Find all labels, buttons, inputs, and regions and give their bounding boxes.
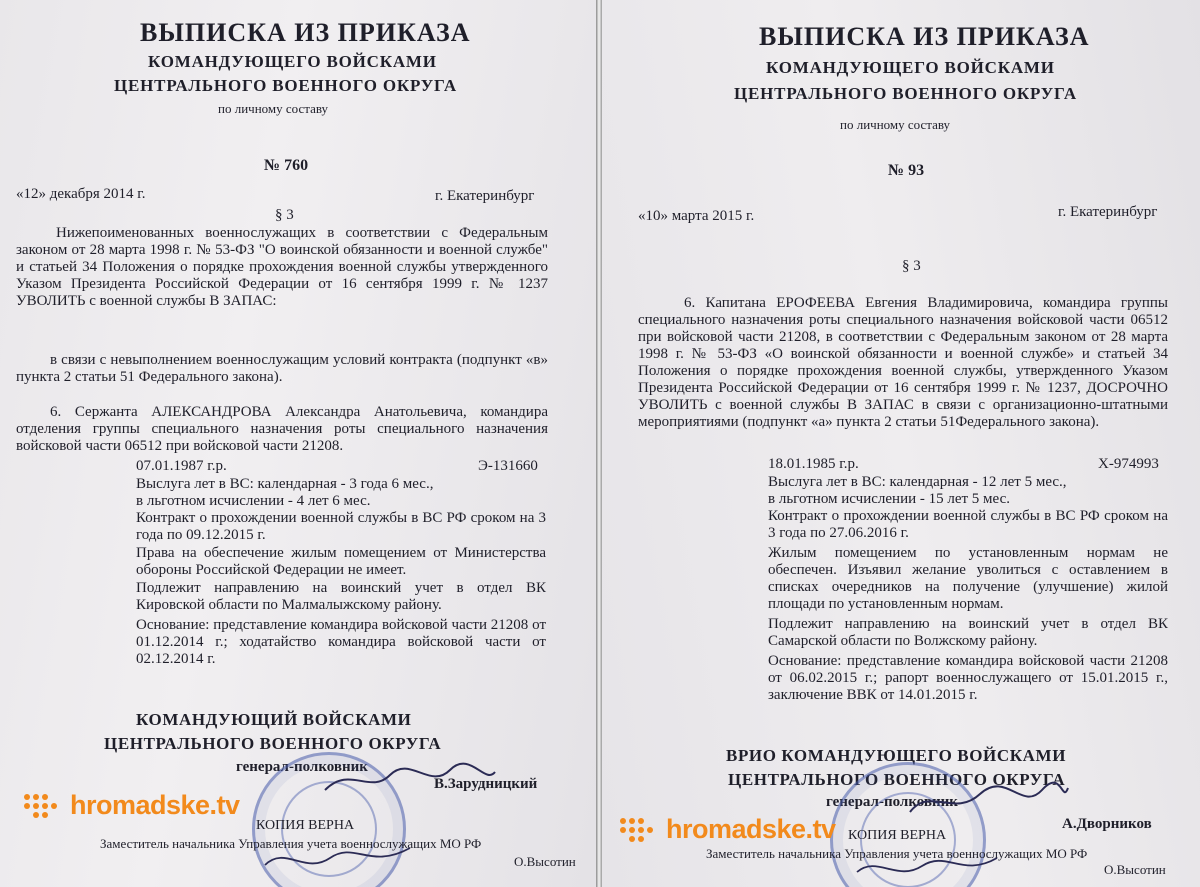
- basis-paragraph: Основание: представление командира войсковой части 21208 от 01.12.2014 г.; ходатайство командира войсковой части от 02.12.2014 г.: [136, 617, 546, 667]
- id-number: Э-131660: [478, 458, 538, 474]
- signature-rank: генерал-полковник: [236, 759, 368, 775]
- order-city: г. Екатеринбург: [1058, 204, 1158, 220]
- intro-paragraph: Нижепоименованных военнослужащих в соответствии с Федеральным законом от 28 марта 1998 г. № 53-ФЗ "О воинской обязанности и военной службе" и статьей 34 Положения о порядке прохождения военной службы утвержденного Указом Президента Российской Федерации от 16 сентября 1999 г. № 1237 УВОЛИТЬ с военной службы В ЗАПАС:: [16, 225, 548, 309]
- order-date: «12» декабря 2014 г.: [16, 186, 146, 202]
- handwritten-signature: [902, 778, 1072, 822]
- order-date: «10» марта 2015 г.: [638, 208, 755, 224]
- hromadske-logo-icon: [620, 818, 660, 842]
- person-paragraph: 6. Капитана ЕРОФЕЕВА Евгения Владимировича, командира группы специального назначения роты специального назначения войсковой части 06512 при войсковой части 21208, в соответствии с Федеральным законом от 28 марта 1998 г. № 53-ФЗ «О воинской обязанности и военной службе» и статьей 34 Положения о порядке прохождения военной службы, утвержденного Указом Президента Российской Федерации от 16 сентября 1999 г. № 1237, ДОСРОЧНО УВОЛИТЬ с военной службы В ЗАПАС в связи с организационно-штатными мероприятиями (подпункт «а» пункта 2 статьи 51Федерального закона).: [638, 295, 1168, 430]
- birth-date: 18.01.1985 г.р.: [768, 456, 859, 472]
- section-mark: § 3: [902, 258, 921, 274]
- order-city: г. Екатеринбург: [435, 188, 535, 204]
- service-length-1: Выслуга лет в ВС: календарная - 3 года 6 мес.,: [136, 476, 434, 492]
- id-number: Х-974993: [1098, 456, 1159, 472]
- reason-paragraph: в связи с невыполнением военнослужащим условий контракта (подпункт «в» пункта 2 статьи 51 Федерального закона).: [16, 352, 548, 385]
- service-length-1: Выслуга лет в ВС: календарная - 12 лет 5 мес.,: [768, 474, 1067, 490]
- doc-subtitle-2: ЦЕНТРАЛЬНОГО ВОЕННОГО ОКРУГА: [114, 76, 457, 95]
- signature-name: А.Дворников: [1062, 816, 1152, 832]
- registration-paragraph: Подлежит направлению на воинский учет в отдел ВК Кировской области по Малмалыжскому району.: [136, 580, 546, 613]
- person-paragraph: 6. Сержанта АЛЕКСАНДРОВА Александра Анатольевича, командира отделения группы специального назначения роты специального назначения войсковой части 06512 при войсковой части 21208.: [16, 404, 548, 454]
- service-length-2: в льготном исчислении - 4 лет 6 мес.: [136, 493, 371, 509]
- order-number: № 760: [264, 157, 309, 174]
- handwritten-signature: [320, 760, 500, 800]
- doc-subtitle-3: по личному составу: [218, 101, 329, 116]
- copy-verified: КОПИЯ ВЕРНА: [256, 818, 355, 833]
- signature-rank: генерал-полковник: [826, 794, 958, 810]
- document-page-left: [0, 0, 596, 887]
- deputy-title: Заместитель начальника Управления учета военнослужащих МО РФ: [706, 846, 1088, 861]
- section-mark: § 3: [275, 207, 294, 223]
- copy-signature: [260, 840, 420, 880]
- hromadske-logo-icon: [24, 794, 64, 818]
- hromadske-logo: [24, 790, 240, 821]
- copy-verified: КОПИЯ ВЕРНА: [848, 828, 947, 843]
- signature-title-2: ЦЕНТРАЛЬНОГО ВОЕННОГО ОКРУГА: [728, 770, 1066, 789]
- signature-title-2: ЦЕНТРАЛЬНОГО ВОЕННОГО ОКРУГА: [104, 734, 442, 753]
- registration-paragraph: Подлежит направлению на воинский учет в отдел ВК Самарской области по Волжскому району.: [768, 616, 1168, 649]
- signature-title-1: ВРИО КОМАНДУЮЩЕГО ВОЙСКАМИ: [726, 746, 1067, 765]
- deputy-name: О.Высотин: [1104, 862, 1166, 877]
- doc-subtitle-1: КОМАНДУЮЩЕГО ВОЙСКАМИ: [766, 58, 1055, 77]
- service-length-2: в льготном исчислении - 15 лет 5 мес.: [768, 491, 1010, 507]
- contract-paragraph: Контракт о прохождении военной службы в ВС РФ сроком на 3 года по 27.06.2016 г.: [768, 508, 1168, 541]
- birth-date: 07.01.1987 г.р.: [136, 458, 227, 474]
- copy-signature: [852, 850, 1002, 886]
- document-page-right: [602, 0, 1200, 887]
- deputy-name: О.Высотин: [514, 854, 576, 869]
- deputy-title: Заместитель начальника Управления учета военнослужащих МО РФ: [100, 836, 482, 851]
- housing-paragraph: Жилым помещением по установленным нормам не обеспечен. Изъявил желание уволиться с оставлением в списках очередников на получение (улучшение) жилой площади по установленным нормам.: [768, 545, 1168, 612]
- basis-paragraph: Основание: представление командира войсковой части 21208 от 06.02.2015 г.; рапорт военнослужащего от 15.01.2015 г., заключение ВВК от 14.01.2015 г.: [768, 653, 1168, 703]
- signature-title-1: КОМАНДУЮЩИЙ ВОЙСКАМИ: [136, 710, 412, 729]
- housing-paragraph: Права на обеспечение жилым помещением от Министерства обороны Российской Федерации не имеет.: [136, 545, 546, 578]
- signature-name: В.Зарудницкий: [434, 776, 538, 792]
- hromadske-logo: [620, 814, 836, 845]
- doc-title: ВЫПИСКА ИЗ ПРИКАЗА: [140, 18, 471, 47]
- doc-subtitle-3: по личному составу: [840, 117, 951, 132]
- contract-paragraph: Контракт о прохождении военной службы в ВС РФ сроком на 3 года по 09.12.2015 г.: [136, 510, 546, 543]
- doc-subtitle-1: КОМАНДУЮЩЕГО ВОЙСКАМИ: [148, 52, 437, 71]
- hromadske-logo-text: hromadske.tv: [666, 814, 836, 844]
- order-number: № 93: [888, 162, 925, 179]
- doc-title: ВЫПИСКА ИЗ ПРИКАЗА: [759, 22, 1090, 51]
- doc-subtitle-2: ЦЕНТРАЛЬНОГО ВОЕННОГО ОКРУГА: [734, 84, 1077, 103]
- hromadske-logo-text: hromadske.tv: [70, 790, 240, 820]
